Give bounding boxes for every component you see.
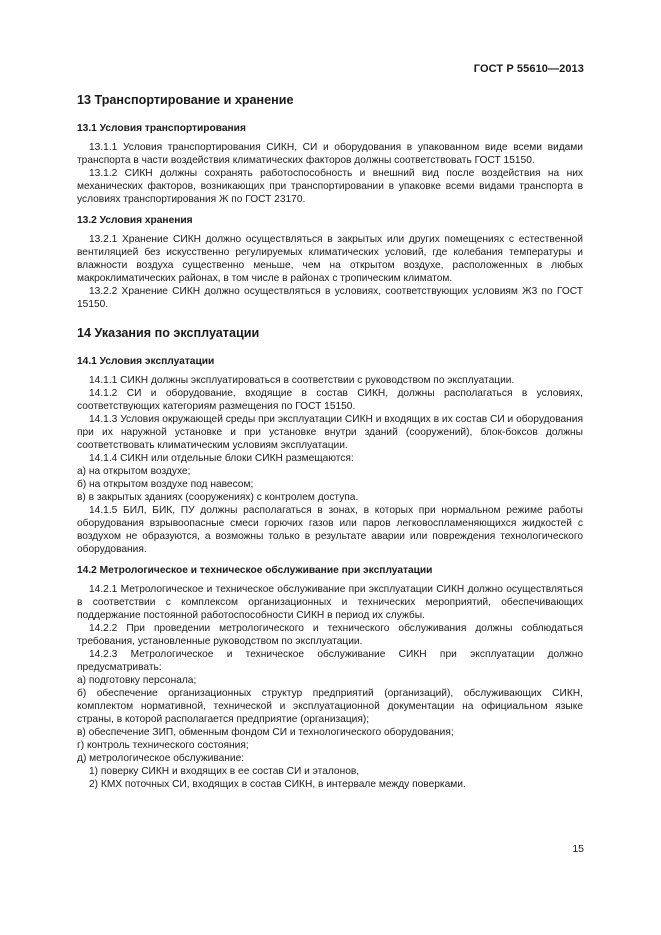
paragraph-14-2-2: 14.2.2 При проведении метрологического и технического обслуживания должны соблюдаться требования, установленные руководством по эксплуатации.: [77, 623, 583, 647]
paragraph-14-2-3: 14.2.3 Метрологическое и техническое обслуживание СИКН при эксплуатации должно предусматривать:: [77, 649, 583, 673]
paragraph-13-1-1: 13.1.1 Условия транспортирования СИКН, СИ и оборудования в упакованном виде всеми видами транспорта в части воздействия климатических факторов должны соответствовать ГОСТ 15150.: [77, 142, 583, 166]
list-item-14-1-4-a: а) на открытом воздухе;: [77, 466, 191, 477]
list-item-14-2-3-e: д) метрологическое обслуживание:: [77, 753, 245, 764]
paragraph-14-1-4: 14.1.4 СИКН или отдельные блоки СИКН размещаются:: [89, 453, 354, 464]
document-code: ГОСТ Р 55610—2013: [473, 63, 584, 75]
list-subitem-14-2-3-e-2: 2) КМХ поточных СИ, входящих в состав СИКН, в интервале между поверками.: [89, 779, 466, 790]
paragraph-14-1-2: 14.1.2 СИ и оборудование, входящие в состав СИКН, должны располагаться в условиях, соответствующих категориям размещения по ГОСТ 15150.: [77, 388, 583, 412]
list-item-14-2-3-b: б) обеспечение организационных структур предприятий (организаций), обслуживающих СИКН, комплектом нормативной, технической и эксплуатационной документации на официальном языке страны, в которой располагается предприятие (организация);: [77, 688, 583, 725]
paragraph-14-1-5: 14.1.5 БИЛ, БИК, ПУ должны располагаться в зонах, в которых при нормальном режиме работы оборудования взрывоопасные смеси горючих газов или паров легковоспламеняющихся жидкостей с воздухом не образуются, а возможны только в результате аварии или повреждения технологического оборудования.: [77, 505, 583, 555]
paragraph-13-1-2: 13.1.2 СИКН должны сохранять работоспособность и внешний вид после воздействия на них механических факторов, возникающих при транспортировании в упаковке всеми видами транспорта в условиях транспортирования Ж по ГОСТ 23170.: [77, 168, 583, 205]
list-item-14-2-3-d: г) контроль технического состояния;: [77, 740, 249, 751]
list-item-14-1-4-b: б) на открытом воздухе под навесом;: [77, 479, 254, 490]
subsection-13-1-title: 13.1 Условия транспортирования: [77, 123, 246, 134]
paragraph-14-1-3: 14.1.3 Условия окружающей среды при эксплуатации СИКН и входящих в их состав СИ и оборудования при их наружной установке и при установке внутри зданий (сооружений), блок-боксов должны соответствовать климатическим условиям эксплуатации.: [77, 414, 583, 451]
subsection-14-2-title: 14.2 Метрологическое и техническое обслуживание при эксплуатации: [77, 565, 433, 576]
list-item-14-2-3-a: а) подготовку персонала;: [77, 675, 197, 686]
list-subitem-14-2-3-e-1: 1) поверку СИКН и входящих в ее состав СИ и эталонов,: [89, 766, 360, 777]
section-13-title: 13 Транспортирование и хранение: [77, 93, 294, 107]
paragraph-14-1-1: 14.1.1 СИКН должны эксплуатироваться в соответствии с руководством по эксплуатации.: [89, 375, 515, 386]
list-item-14-1-4-c: в) в закрытых зданиях (сооружениях) с контролем доступа.: [77, 492, 359, 503]
subsection-13-2-title: 13.2 Условия хранения: [77, 215, 193, 226]
paragraph-13-2-2: 13.2.2 Хранение СИКН должно осуществляться в условиях, соответствующих условиям Ж3 по ГОСТ 15150.: [77, 286, 583, 310]
page-content: [77, 92, 583, 791]
page-number: 15: [572, 843, 584, 855]
paragraph-14-2-1: 14.2.1 Метрологическое и техническое обслуживание при эксплуатации СИКН должно осуществляться в соответствии с комплексом организационных и технических мероприятий, обеспечивающих поддержание постоянной работоспособности СИКН в период их службы.: [77, 584, 583, 621]
list-item-14-2-3-c: в) обеспечение ЗИП, обменным фондом СИ и технологического оборудования;: [77, 727, 454, 738]
paragraph-13-2-1: 13.2.1 Хранение СИКН должно осуществляться в закрытых или других помещениях с естественной вентиляцией без искусственно регулируемых климатических условий, где колебания температуры и влажности воздуха существенно меньше, чем на открытом воздухе, расположенных в любых макроклиматических районах, в том числе в районах с тропическим климатом.: [77, 234, 583, 284]
subsection-14-1-title: 14.1 Условия эксплуатации: [77, 356, 215, 367]
section-14-title: 14 Указания по эксплуатации: [77, 326, 260, 340]
